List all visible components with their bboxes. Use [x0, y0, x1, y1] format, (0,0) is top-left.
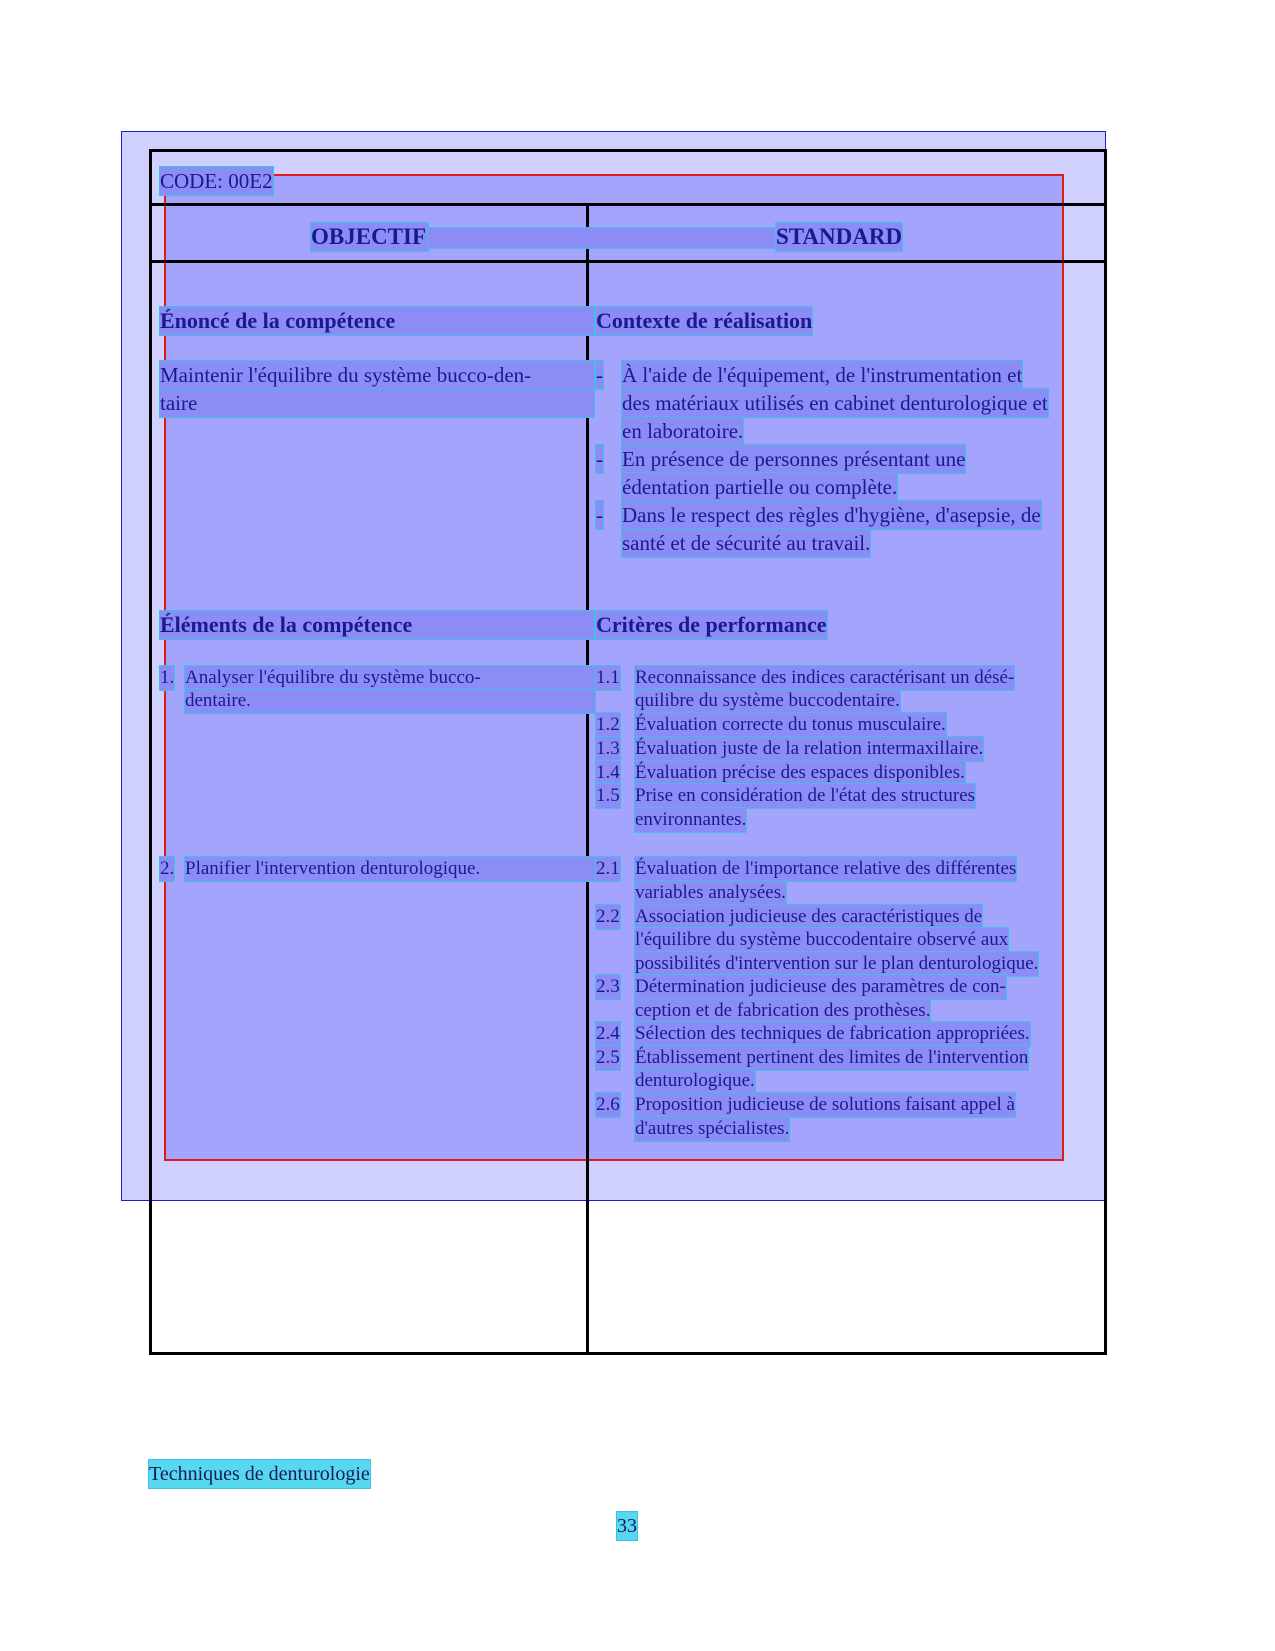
frame-left [149, 149, 152, 1355]
critere-line: Reconnaissance des indices caractérisant un désé- [635, 667, 1015, 688]
critere-number: 1.5 [596, 785, 620, 806]
critere-number: 1.1 [596, 667, 620, 688]
header-connector [428, 228, 776, 248]
contexte-title: Contexte de réalisation [596, 308, 813, 333]
critere-line: Évaluation de l'importance relative des différentes [635, 858, 1017, 879]
contexte-bullet: - [596, 363, 603, 387]
contexte-item-1-line-1: À l'aide de l'équipement, de l'instrumentation et [622, 363, 1023, 387]
critere-number: 2.6 [596, 1094, 620, 1115]
header-bottom-line [149, 260, 1107, 263]
critere-line: Évaluation précise des espaces disponibles. [635, 762, 965, 783]
contexte-item-3-line-1: Dans le respect des règles d'hygiène, d'asepsie, de [622, 503, 1041, 527]
critere-number: 2.4 [596, 1023, 620, 1044]
critere-line: ception et de fabrication des prothèses. [635, 1000, 931, 1021]
contexte-bullet: - [596, 503, 603, 527]
critere-line: Établissement pertinent des limites de l'intervention [635, 1047, 1029, 1068]
contexte-item-2-line-1: En présence de personnes présentant une [622, 447, 966, 471]
critere-line: d'autres spécialistes. [635, 1118, 790, 1139]
element-1-line-1: Analyser l'équilibre du système bucco- [185, 666, 595, 690]
header-standard: STANDARD [776, 224, 903, 249]
critere-line: environnantes. [635, 809, 747, 830]
critere-number: 1.4 [596, 762, 620, 783]
element-2-number: 2. [160, 858, 175, 879]
critere-line: variables analysées. [635, 882, 786, 903]
header-objectif: OBJECTIF [311, 224, 427, 249]
critere-number: 2.5 [596, 1047, 620, 1068]
critere-number: 2.1 [596, 858, 620, 879]
critere-line: Proposition judicieuse de solutions faisant appel à [635, 1094, 1015, 1115]
critere-number: 2.3 [596, 976, 620, 997]
critere-line: Détermination judicieuse des paramètres de con- [635, 976, 1006, 997]
critere-line: quilibre du système buccodentaire. [635, 690, 900, 711]
critere-number: 1.2 [596, 714, 620, 735]
enonce-line-2: taire [160, 389, 594, 417]
frame-bottom [149, 1352, 1107, 1355]
criteres-title: Critères de performance [596, 612, 827, 637]
contexte-item-3-line-2: santé et de sécurité au travail. [622, 531, 871, 555]
code-label: CODE: 00E2 [160, 169, 273, 193]
critere-line: Évaluation correcte du tonus musculaire. [635, 714, 946, 735]
critere-line: Sélection des techniques de fabrication appropriées. [635, 1023, 1030, 1044]
critere-number: 1.3 [596, 738, 620, 759]
element-1-number: 1. [160, 667, 175, 688]
frame-top [149, 149, 1107, 152]
critere-line: Évaluation juste de la relation intermaxillaire. [635, 738, 984, 759]
contexte-item-1-line-2: des matériaux utilisés en cabinet denturologique et [622, 391, 1048, 415]
enonce-title: Énoncé de la compétence [160, 307, 594, 335]
frame-right [1104, 149, 1107, 1355]
critere-number: 2.2 [596, 906, 620, 927]
critere-line: possibilités d'intervention sur le plan denturologique. [635, 953, 1039, 974]
contexte-item-1-line-3: en laboratoire. [622, 419, 744, 443]
elements-title: Éléments de la compétence [160, 611, 594, 639]
contexte-bullet: - [596, 447, 603, 471]
element-1-line-2: dentaire. [185, 689, 595, 713]
critere-line: denturologique. [635, 1070, 755, 1091]
contexte-item-2-line-2: édentation partielle ou complète. [622, 475, 898, 499]
page-number: 33 [617, 1512, 637, 1540]
element-2-line-1: Planifier l'intervention denturologique. [185, 857, 595, 881]
enonce-line-1: Maintenir l'équilibre du système bucco-den- [160, 361, 594, 389]
critere-line: l'équilibre du système buccodentaire observé aux [635, 929, 1009, 950]
critere-line: Prise en considération de l'état des structures [635, 785, 976, 806]
footer-title: Techniques de denturologie [149, 1460, 370, 1488]
critere-line: Association judicieuse des caractéristiques de [635, 906, 983, 927]
header-top-line [149, 203, 1107, 206]
